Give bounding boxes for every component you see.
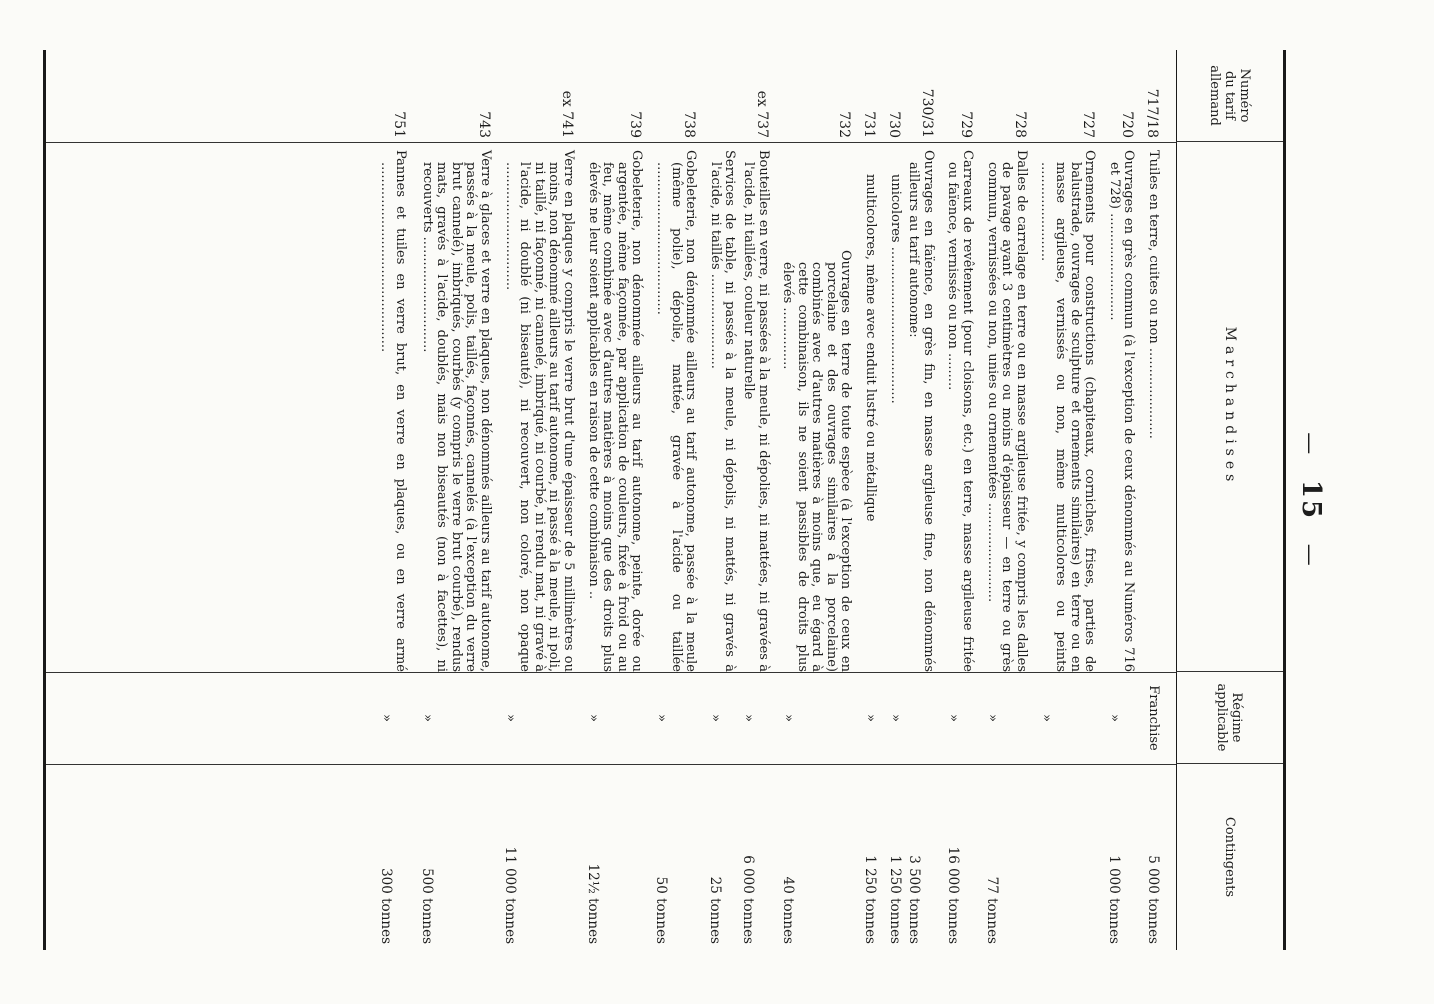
header-regime-line2: applicable (1214, 683, 1230, 752)
regime-applicable: » (1107, 714, 1123, 722)
tariff-number: 739 (627, 111, 644, 138)
regime-applicable: » (708, 714, 724, 722)
tariff-number: 720 (1119, 111, 1136, 138)
tariff-number: 732 (836, 111, 853, 138)
tariff-number: 729 (958, 111, 975, 138)
contingent-value: 77 tonnes (984, 876, 1001, 944)
contingent-value: 1 000 tonnes (1106, 855, 1123, 944)
contingent-value: 11 000 tonnes (502, 846, 519, 944)
table-row (740, 50, 769, 950)
contingent-value: 6 000 tonnes (740, 855, 757, 944)
goods-description: Verre en plaques y compris le verre brut d'une épaisseur de 5 millimètres ou moins, non dénommé ailleurs au tarif autonome, ni passé à la meule, ni poli, ni taillé, ni façonné, ni cannelé, imbriqué, ni courbé, ni rendu mat, ni gravé à l'acide, ni doublé (ni biseauté), ni recouvert, non coloré, non opaque ............................... (502, 150, 576, 672)
tariff-number: 730/31 (918, 88, 935, 138)
tariff-table-body (378, 50, 1168, 950)
goods-description: multicolores, même avec enduit lustré ou métallique (863, 174, 879, 522)
tariff-number: 730 (885, 111, 902, 138)
regime-applicable: » (945, 714, 961, 722)
goods-description: Ouvrages en faïence, en grès fin, en masse argileuse fine, non dénommés ailleurs au tarif autonome: (906, 150, 936, 672)
goods-description: Verre à glaces et verre en plaques, non dénommés ailleurs au tarif autonome, passés à la meule, polis, taillés, façonnés, cannelés (à l'exception du verre brut cannelé), imbriqués, courbés (y compris le verre brut courbé), rendus mats, gravés à l'acide, doublés, mais non biseautés (non à facettes), ni recouverts ............................ (419, 150, 494, 672)
table-row (1145, 50, 1160, 950)
goods-description: Tuiles en terre, cuites ou non ...................... (1146, 150, 1161, 439)
header-numero-line1: Numéro (1237, 68, 1252, 123)
header-marchandises: Marchandises (1176, 142, 1283, 672)
table-row (653, 50, 697, 950)
goods-description: Ouvrages en grès commun (à l'exception de ceux dénommés au Numéros 716 et 728) .......................... (1106, 150, 1137, 672)
rotated-page (34, 50, 1334, 950)
header-numero-line3: allemand (1207, 65, 1222, 126)
regime-applicable: » (420, 714, 436, 722)
table-row (502, 50, 575, 950)
regime-applicable: » (503, 714, 519, 722)
goods-description: Carreaux de revêtement (pour cloisons, etc.) en terre, masse argileuse fritée ou faïence, vernissés ou non ......... (945, 150, 976, 672)
table-row (1038, 50, 1096, 950)
tariff-number: 717/18 (1144, 88, 1160, 138)
page-number-dash-left: — (1297, 432, 1322, 457)
goods-description: Dalles de carrelage en terre ou en masse argileuse fritée, y compris les dalles de pavage ayant 3 centimètres ou moins d'épaisseur — en terre ou grès commun, vernissées ou non, unies ou ornementées ........................ (984, 150, 1029, 672)
regime-applicable: » (1038, 714, 1054, 722)
contingent-value: 5 000 tonnes (1145, 855, 1162, 944)
contingent-value: 25 tonnes (707, 876, 724, 944)
table-row (945, 50, 974, 950)
contingent-value: 1 250 tonnes (862, 855, 879, 944)
contingent-value: 3 500 tonnes (905, 855, 922, 944)
tariff-number: ex 741 (559, 90, 575, 138)
tariff-number: 728 (1011, 111, 1028, 138)
header-numero (1176, 50, 1283, 142)
page-number (1296, 50, 1326, 950)
regime-applicable: » (654, 714, 670, 722)
contingent-value: 12½ tonnes (585, 863, 601, 944)
regime-applicable: » (888, 714, 904, 722)
table-row (585, 50, 643, 950)
regime-applicable: » (780, 714, 796, 722)
contingent-value: 300 tonnes (377, 868, 394, 944)
goods-description: Ouvrages en terre de toute espèce (à l'exception de ceux en porcelaine et des ouvrages similaires à la porcelaine) combinés avec d'autres matières à moins que, eu égard à cette combinaison, ils ne soient passibles de droits plus élevés ............... (780, 250, 854, 672)
tariff-number: 738 (681, 111, 698, 138)
table-row (780, 50, 853, 950)
regime-applicable: » (378, 714, 394, 722)
page-number-value: 15 (1296, 479, 1326, 521)
contingent-value: 40 tonnes (779, 876, 796, 944)
goods-description: Bouteilles en verre, ni passées à la meule, ni dépolies, ni mattées, ni gravées à l'acide, ni taillées, couleur naturelle (740, 150, 771, 672)
page-number-dash-right: — (1297, 543, 1322, 568)
tariff-number: 751 (391, 111, 408, 138)
regime-applicable: Franchise (1146, 685, 1162, 751)
table-bottom-rule (43, 50, 46, 950)
table-row (906, 50, 935, 950)
table-row (1106, 50, 1135, 950)
table-row (378, 50, 407, 950)
regime-applicable: » (863, 714, 879, 722)
contingent-value: 16 000 tonnes (944, 846, 961, 944)
table-row (707, 50, 736, 950)
goods-description: Ornements pour constructions (chapiteaux, corniches, frises, parties de balustrade, ouvrages de sculpture et ornements similaires) en terre ou en masse argileuse, vernissés ou non, même multicolores ou peints ........................ (1038, 150, 1098, 672)
contingent-value: 1 250 tonnes (887, 855, 904, 944)
goods-description: Services de table, ni passés à la meule, ni dépolis, ni mattés, ni gravés à l'acide, ni taillés ....................... (707, 150, 738, 672)
regime-applicable: » (586, 714, 601, 722)
header-numero-line2: du tarif (1222, 71, 1237, 120)
table-header (1176, 50, 1286, 950)
contingent-value: 500 tonnes (419, 868, 436, 944)
tariff-number: 743 (476, 111, 493, 138)
tariff-number: 727 (1080, 111, 1097, 138)
table-row (887, 50, 902, 950)
header-contingents: Contingents (1222, 816, 1237, 898)
tariff-number: 731 (861, 111, 878, 138)
goods-description: Pannes et tuiles en verre brut, en verre en plaques, ou en verre armé .............................................. (378, 150, 409, 672)
goods-description: unicolores ...................................... (887, 174, 903, 404)
goods-description: Gobeleterie, non dénommée ailleurs au tarif autonome, peinte, dorée ou argentée, même façonnée, par application de couleurs, fixée à froid ou au feu, même combinée avec d'autres matières à moins que des droits plus élevés ne leur soient applicables en raison de cette combinaison .. (585, 150, 645, 672)
regime-applicable: » (985, 714, 1001, 722)
table-row (863, 50, 878, 950)
header-regime (1176, 672, 1283, 764)
table-row (984, 50, 1028, 950)
header-regime-line1: Régime (1229, 692, 1245, 743)
tariff-number: ex 737 (753, 90, 770, 138)
regime-applicable: » (741, 714, 757, 722)
goods-description: Gobeleterie, non dénommée ailleurs au tarif autonome, passée à la meule (même polie), dépolie, mattée, gravée à l'acide ou taillée ..................................... (653, 150, 699, 672)
contingent-value: 50 tonnes (653, 876, 670, 944)
table-row (419, 50, 492, 950)
